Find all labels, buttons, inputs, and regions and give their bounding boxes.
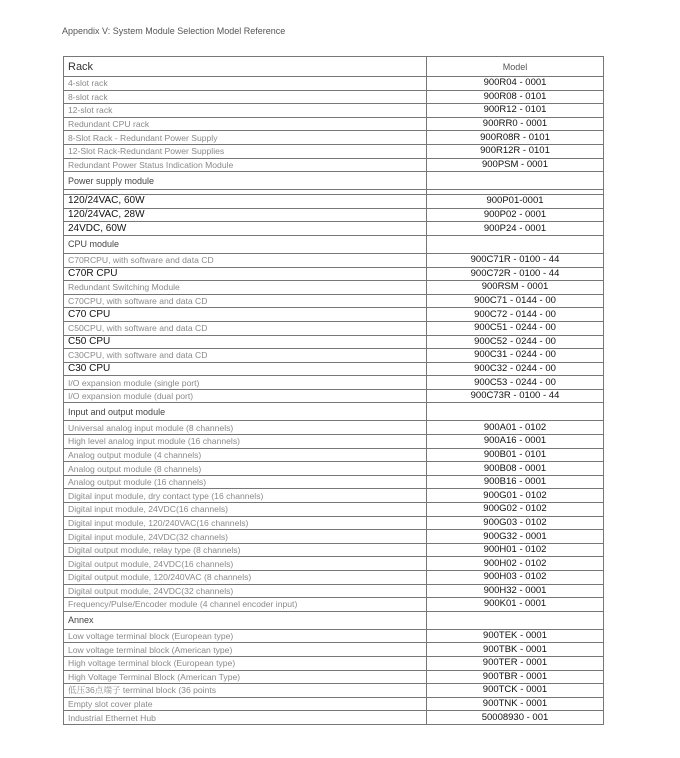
model-number: 900G32 - 0001 [427,530,604,544]
module-description: Digital output module, 24VDC(16 channels) [64,557,427,571]
module-description: 8-Slot Rack - Redundant Power Supply [64,131,427,145]
model-number: 900C52 - 0244 - 00 [427,335,604,349]
model-number: 900TER - 0001 [427,656,604,670]
model-number: 900A16 - 0001 [427,435,604,449]
model-number: 900RSM - 0001 [427,281,604,295]
module-description: Empty slot cover plate [64,697,427,711]
model-number: 900R12 - 0101 [427,104,604,118]
module-description: Redundant CPU rack [64,117,427,131]
table-row [64,294,604,308]
table-row [64,281,604,295]
table-row [64,557,604,571]
module-description: Analog output module (4 channels) [64,448,427,462]
table-row [64,389,604,403]
table-row [64,195,604,209]
module-description: 4-slot rack [64,77,427,91]
module-description: 120/24VAC, 28W [64,208,427,222]
section-title: CPU module [64,235,427,253]
table-row [64,90,604,104]
module-description: 低压36点端子 terminal block (36 points [64,684,427,698]
model-number: 900C71R - 0100 - 44 [427,253,604,267]
table-row [64,598,604,612]
model-number: 900PSM - 0001 [427,158,604,172]
model-number: 900R08R - 0101 [427,131,604,145]
header-model: Model [427,57,604,77]
module-description: Digital input module, 24VDC(32 channels) [64,530,427,544]
table-row [64,656,604,670]
model-number [427,172,604,190]
model-number: 900K01 - 0001 [427,598,604,612]
model-number: 900H32 - 0001 [427,584,604,598]
module-description: 120/24VAC, 60W [64,195,427,209]
module-description: Digital input module, 24VDC(16 channels) [64,503,427,517]
model-number: 900P02 - 0001 [427,208,604,222]
table-row [64,530,604,544]
table-row [64,489,604,503]
model-number: 900H01 - 0102 [427,543,604,557]
model-number [427,403,604,421]
module-description: Analog output module (16 channels) [64,475,427,489]
module-description: C30CPU, with software and data CD [64,349,427,363]
section-title: Power supply module [64,172,427,190]
table-row [64,697,604,711]
model-number: 900B01 - 0101 [427,448,604,462]
table-header-row [64,57,604,77]
model-reference-table [63,56,604,725]
model-number: 900C32 - 0244 - 00 [427,362,604,376]
section-row [64,172,604,190]
section-row [64,611,604,629]
table-row [64,448,604,462]
module-description: C70CPU, with software and data CD [64,294,427,308]
table-row [64,321,604,335]
module-description: High level analog input module (16 channels) [64,435,427,449]
table-row [64,131,604,145]
table-row [64,629,604,643]
table-row [64,643,604,657]
model-number: 900G02 - 0102 [427,503,604,517]
model-number: 900RR0 - 0001 [427,117,604,131]
model-number: 900G01 - 0102 [427,489,604,503]
module-description: C70 CPU [64,308,427,322]
module-description: C50CPU, with software and data CD [64,321,427,335]
section-row [64,235,604,253]
table-row [64,462,604,476]
table-row [64,670,604,684]
model-number: 900TEK - 0001 [427,629,604,643]
table-row [64,503,604,517]
model-number: 900B08 - 0001 [427,462,604,476]
model-number: 900C53 - 0244 - 00 [427,376,604,390]
model-number: 900TBR - 0001 [427,670,604,684]
table-row [64,253,604,267]
table-row [64,711,604,725]
model-number: 900G03 - 0102 [427,516,604,530]
module-description: High Voltage Terminal Block (American Type) [64,670,427,684]
model-number: 900H02 - 0102 [427,557,604,571]
table-row [64,144,604,158]
module-description: 24VDC, 60W [64,222,427,236]
module-description: High voltage terminal block (European type) [64,656,427,670]
table-body [64,57,604,725]
table-row [64,77,604,91]
model-number: 900P24 - 0001 [427,222,604,236]
table-row [64,104,604,118]
table-row [64,435,604,449]
model-number: 900C31 - 0244 - 00 [427,349,604,363]
model-number: 900C51 - 0244 - 00 [427,321,604,335]
model-number: 900B16 - 0001 [427,475,604,489]
module-description: C70RCPU, with software and data CD [64,253,427,267]
module-description: Digital output module, relay type (8 channels) [64,543,427,557]
table-row [64,208,604,222]
model-number: 50008930 - 001 [427,711,604,725]
model-number: 900TCK - 0001 [427,684,604,698]
module-description: Digital input module, 120/240VAC(16 channels) [64,516,427,530]
model-number: 900R12R - 0101 [427,144,604,158]
table-row [64,571,604,585]
section-title: Input and output module [64,403,427,421]
module-description: Redundant Switching Module [64,281,427,295]
model-number: 900R08 - 0101 [427,90,604,104]
module-description: Redundant Power Status Indication Module [64,158,427,172]
model-number: 900TBK - 0001 [427,643,604,657]
module-description: Frequency/Pulse/Encoder module (4 channel encoder input) [64,598,427,612]
table-row [64,421,604,435]
module-description: C50 CPU [64,335,427,349]
model-number: 900C72R - 0100 - 44 [427,267,604,281]
model-number: 900C72 - 0144 - 00 [427,308,604,322]
table-row [64,335,604,349]
model-number [427,611,604,629]
model-number: 900H03 - 0102 [427,571,604,585]
table-row [64,158,604,172]
module-description: Universal analog input module (8 channels) [64,421,427,435]
section-title: Annex [64,611,427,629]
module-description: Digital input module, dry contact type (16 channels) [64,489,427,503]
module-description: Digital output module, 120/240VAC (8 channels) [64,571,427,585]
table-row [64,308,604,322]
table-row [64,117,604,131]
model-number: 900P01-0001 [427,195,604,209]
module-description: I/O expansion module (single port) [64,376,427,390]
model-number: 900A01 - 0102 [427,421,604,435]
module-description: Low voltage terminal block (American type) [64,643,427,657]
model-number: 900TNK - 0001 [427,697,604,711]
table-row [64,362,604,376]
module-description: Industrial Ethernet Hub [64,711,427,725]
module-description: I/O expansion module (dual port) [64,389,427,403]
table-row [64,684,604,698]
module-description: 12-slot rack [64,104,427,118]
table-row [64,267,604,281]
module-description: 8-slot rack [64,90,427,104]
table-row [64,543,604,557]
module-description: Analog output module (8 channels) [64,462,427,476]
section-row [64,403,604,421]
table-row [64,222,604,236]
module-description: C30 CPU [64,362,427,376]
table-row [64,475,604,489]
module-description: Low voltage terminal block (European type) [64,629,427,643]
table-row [64,376,604,390]
model-number [427,235,604,253]
model-number: 900R04 - 0001 [427,77,604,91]
table-row [64,516,604,530]
table-row [64,584,604,598]
module-description: Digital output module, 24VDC(32 channels) [64,584,427,598]
module-description: 12-Slot Rack-Redundant Power Supplies [64,144,427,158]
page-heading: Appendix V: System Module Selection Model Reference [62,26,286,36]
module-description: C70R CPU [64,267,427,281]
table-row [64,349,604,363]
model-number: 900C71 - 0144 - 00 [427,294,604,308]
header-rack: Rack [64,57,427,77]
model-number: 900C73R - 0100 - 44 [427,389,604,403]
